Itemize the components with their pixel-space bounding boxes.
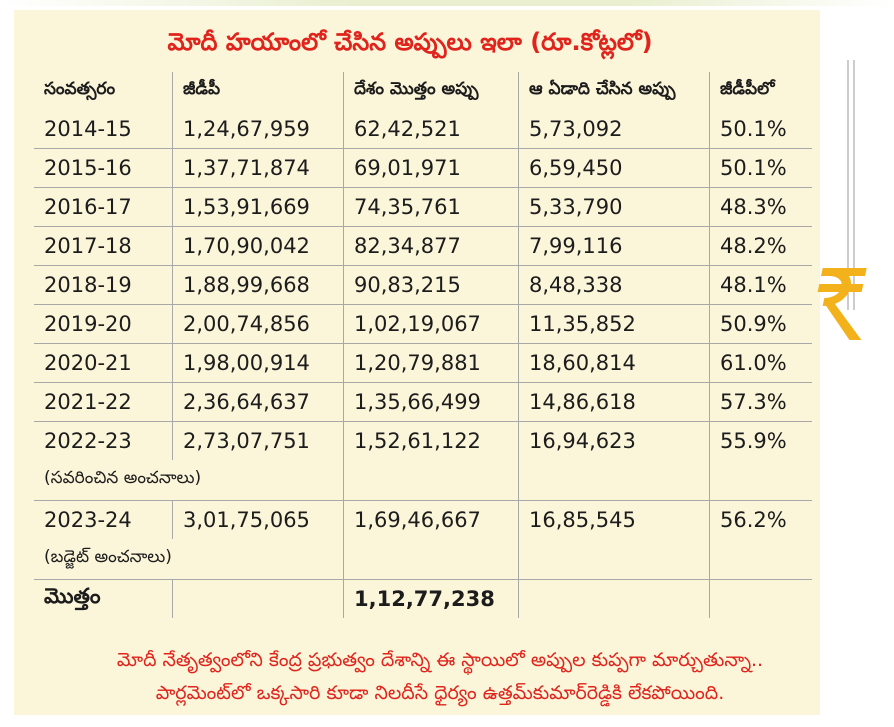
cell-gdp: 1,37,71,874 [173, 149, 344, 188]
cell-gdp: 1,98,00,914 [173, 344, 344, 383]
cell-gdp-pct: 48.1% [710, 266, 813, 305]
cell-gdp-pct: 57.3% [710, 383, 813, 422]
cell-total-debt: 1,02,19,067 [344, 305, 519, 344]
cell-total-debt: 74,35,761 [344, 188, 519, 227]
table-row [34, 344, 812, 383]
table-row [34, 110, 812, 149]
cell-total-debt: 1,20,79,881 [344, 344, 519, 383]
cell-gdp: 2,36,64,637 [173, 383, 344, 422]
cell-note: (సవరించిన అంచనాలు) [44, 468, 202, 488]
cell-gdp: 1,53,91,669 [173, 188, 344, 227]
cell-year: 2017-18 [44, 234, 132, 258]
page-title: మోదీ హయాంలో చేసిన అప్పులు ఇలా (రూ.కోట్లలో) [167, 28, 653, 56]
cell-year: 2022-23 [44, 429, 132, 453]
cell-year-debt: 16,85,545 [519, 501, 710, 540]
table-row [34, 501, 812, 540]
footnote-line-1: మోదీ నేతృత్వంలోని కేంద్ర ప్రభుత్వం దేశాన్ని ఈ స్థాయిలో అప్పుల కుప్పగా మార్చుతున్నా.. [116, 649, 764, 671]
cell-total-debt: 62,42,521 [344, 110, 519, 149]
column-header-year: సంవత్సరం [44, 79, 116, 99]
total-value: 1,12,77,238 [344, 580, 519, 619]
cell-gdp-pct: 50.9% [710, 305, 813, 344]
rupee-icon [806, 262, 878, 344]
cell-year-debt: 8,48,338 [519, 266, 710, 305]
column-header-total-debt: దేశం మొత్తం అప్పు [344, 72, 519, 110]
table-row [34, 305, 812, 344]
table-row [34, 422, 812, 461]
table-total-row [34, 580, 812, 619]
cell-year: 2020-21 [44, 351, 132, 375]
cell-total-debt: 1,52,61,122 [344, 422, 519, 461]
column-header-gdp-pct: జీడీపీలో [710, 72, 813, 110]
cell-total-debt: 1,69,46,667 [344, 501, 519, 540]
cell-year: 2018-19 [44, 273, 132, 297]
top-decorative-bar [0, 0, 894, 6]
cell-note: (బడ్జెట్ అంచనాలు) [44, 547, 172, 567]
cell-year: 2014-15 [44, 117, 132, 141]
table-row-note [34, 460, 812, 501]
cell-year-debt: 14,86,618 [519, 383, 710, 422]
table-row [34, 149, 812, 188]
cell-year: 2021-22 [44, 390, 132, 414]
debt-table [34, 72, 812, 618]
footnote-line-2: పార్లమెంట్‌లో ఒక్కసారి కూడా నిలదీసే ధైర్యం ఉత్తమ్‌కుమార్‌రెడ్డికి లేకపోయింది. [155, 682, 725, 704]
cell-year: 2023-24 [44, 508, 132, 532]
cell-gdp: 2,73,07,751 [173, 422, 344, 461]
cell-year: 2015-16 [44, 156, 132, 180]
table-header-row [34, 72, 812, 110]
cell-total-debt: 1,35,66,499 [344, 383, 519, 422]
total-label: మొత్తం [44, 584, 101, 608]
cell-gdp-pct: 48.3% [710, 188, 813, 227]
cell-year-debt: 6,59,450 [519, 149, 710, 188]
cell-gdp-pct: 48.2% [710, 227, 813, 266]
cell-total-debt: 90,83,215 [344, 266, 519, 305]
cell-year: 2019-20 [44, 312, 132, 336]
table-row-note [34, 539, 812, 580]
table-row [34, 383, 812, 422]
table-row [34, 188, 812, 227]
cell-year-debt: 16,94,623 [519, 422, 710, 461]
cell-year-debt: 18,60,814 [519, 344, 710, 383]
cell-gdp-pct: 55.9% [710, 422, 813, 461]
cell-year-debt: 7,99,116 [519, 227, 710, 266]
cell-gdp-pct: 50.1% [710, 149, 813, 188]
cell-gdp-pct: 56.2% [710, 501, 813, 540]
table-row [34, 266, 812, 305]
cell-gdp: 1,24,67,959 [173, 110, 344, 149]
column-header-gdp: జీడీపీ [173, 72, 344, 110]
footnote [40, 644, 840, 710]
cell-year-debt: 5,73,092 [519, 110, 710, 149]
cell-year-debt: 11,35,852 [519, 305, 710, 344]
column-header-year-debt: ఆ ఏడాది చేసిన అప్పు [519, 72, 710, 110]
cell-gdp: 2,00,74,856 [173, 305, 344, 344]
cell-year: 2016-17 [44, 195, 132, 219]
cell-gdp: 3,01,75,065 [173, 501, 344, 540]
cell-year-debt: 5,33,790 [519, 188, 710, 227]
cell-total-debt: 69,01,971 [344, 149, 519, 188]
cell-gdp-pct: 61.0% [710, 344, 813, 383]
cell-gdp: 1,88,99,668 [173, 266, 344, 305]
cell-gdp-pct: 50.1% [710, 110, 813, 149]
table-row [34, 227, 812, 266]
cell-total-debt: 82,34,877 [344, 227, 519, 266]
cell-gdp: 1,70,90,042 [173, 227, 344, 266]
